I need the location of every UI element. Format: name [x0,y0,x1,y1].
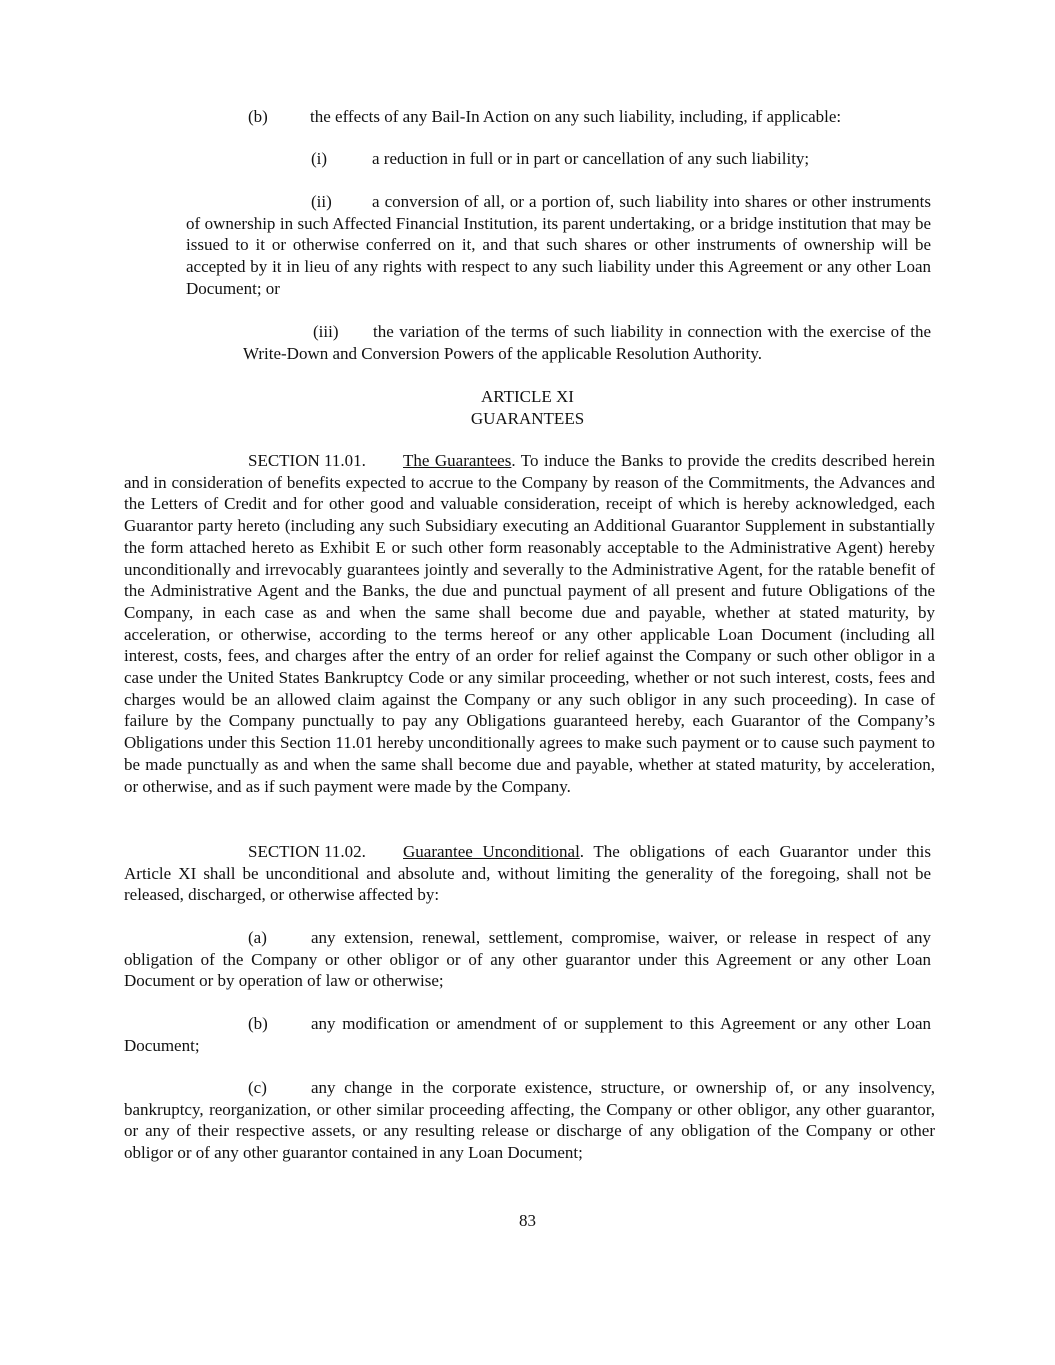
clause-label: (ii) [311,192,332,211]
section-number: SECTION 11.01. [248,451,366,470]
clause-text: any modification or amendment of or supplement to this Agreement or any other Loan Document; [124,1014,931,1055]
article-title: GUARANTEES [470,408,585,428]
clause-b-bail-in [248,106,841,128]
clause-iii [243,321,931,364]
article-heading [124,386,931,429]
section-text: . To induce the Banks to provide the credits described herein and in consideration of benefits expected to accrue to the Company by reason of the Commitments, the Advances and the Letters of Credit and for other good and valuable consideration, receipt of which is hereby acknowledged, each Guarantor party hereto (including any such Subsidiary executing an Additional Guarantor Supplement in substantially the form attached hereto as Exhibit E or such other form reasonably acceptable to the Administrative Agent) hereby unconditionally and irrevocably guarantees jointly and severally to the Administrative Agent, for the ratable benefit of the Administrative Agent and the Banks, the due and punctual payment of all present and future Obligations of the Company, in each case as and when the same shall become due and payable, whether at stated maturity, by acceleration, or otherwise, according to the terms hereof or any other applicable Loan Document (including all interest, costs, fees, and charges after the entry of an order for relief against the Company or such other obligor in a case under the United States Bankruptcy Code or any similar proceeding, whether or not such interest, costs, fees and charges would be an allowed claim against the Company or any such obligor in any such proceeding). In case of failure by the Company punctually to pay any Obligations guaranteed hereby, each Guarantor of the Company’s Obligations under this Section 11.01 hereby unconditionally agrees to make such payment or to cause such payment to be made punctually as and when the same shall become due and payable, whether at stated maturity, by acceleration, or otherwise, and as if such payment were made by the Company. [124,451,936,796]
section-caption: Guarantee Unconditional [403,842,580,861]
page-number: 83 [519,1211,536,1230]
article-number: ARTICLE XI [481,387,574,406]
clause-c-guarantee [124,1077,935,1164]
clause-ii [186,191,931,300]
section-text: . The obligations of each Guarantor under this Article XI shall be unconditional and absolute and, without limiting the generality of the foregoing, shall not be released, discharged, or otherwise affected by: [124,842,932,905]
clause-text: any change in the corporate existence, structure, or ownership of, or any insolvency, bankruptcy, reorganization, or other similar proceeding affecting, the Company or other obligor, any other guarantor, or any of their respective assets, or any resulting release or discharge of any obligation of the Company or other obligor or of any other guarantor contained in any Loan Document; [124,1078,935,1163]
clause-label: (iii) [313,322,339,341]
clause-text: a conversion of all, or a portion of, such liability into shares or other instruments of ownership in such Affected Financial Institution, its parent undertaking, or a bridge institution that may be issued to it or otherwise conferred on it, and that such shares or other instruments of ownership will be accepted by it in lieu of any rights with respect to any such liability under this Agreement or any other Loan Document; or [186,192,931,298]
clause-label: (b) [248,1014,268,1033]
section-caption: The Guarantees [403,451,512,470]
clause-text: a reduction in full or in part or cancellation of any such liability; [372,149,810,168]
clause-text: the effects of any Bail-In Action on any such liability, including, if applicable: [310,107,842,126]
clause-label: (c) [248,1078,267,1097]
section-11-01 [124,450,935,797]
clause-text: any extension, renewal, settlement, compromise, waiver, or release in respect of any obligation of the Company or other obligor or of any other guarantor under this Agreement or any other Loan Document or by operation of law or otherwise; [124,928,931,991]
clause-text: the variation of the terms of such liability in connection with the exercise of the Write-Down and Conversion Powers of the applicable Resolution Authority. [243,322,931,363]
clause-i [311,148,809,170]
section-number: SECTION 11.02. [248,842,366,861]
section-11-02 [124,841,931,906]
clause-a-guarantee [124,927,931,992]
clause-b-guarantee [124,1013,931,1056]
clause-label: (a) [248,928,267,947]
clause-label: (i) [311,149,328,168]
clause-label: (b) [248,107,268,126]
